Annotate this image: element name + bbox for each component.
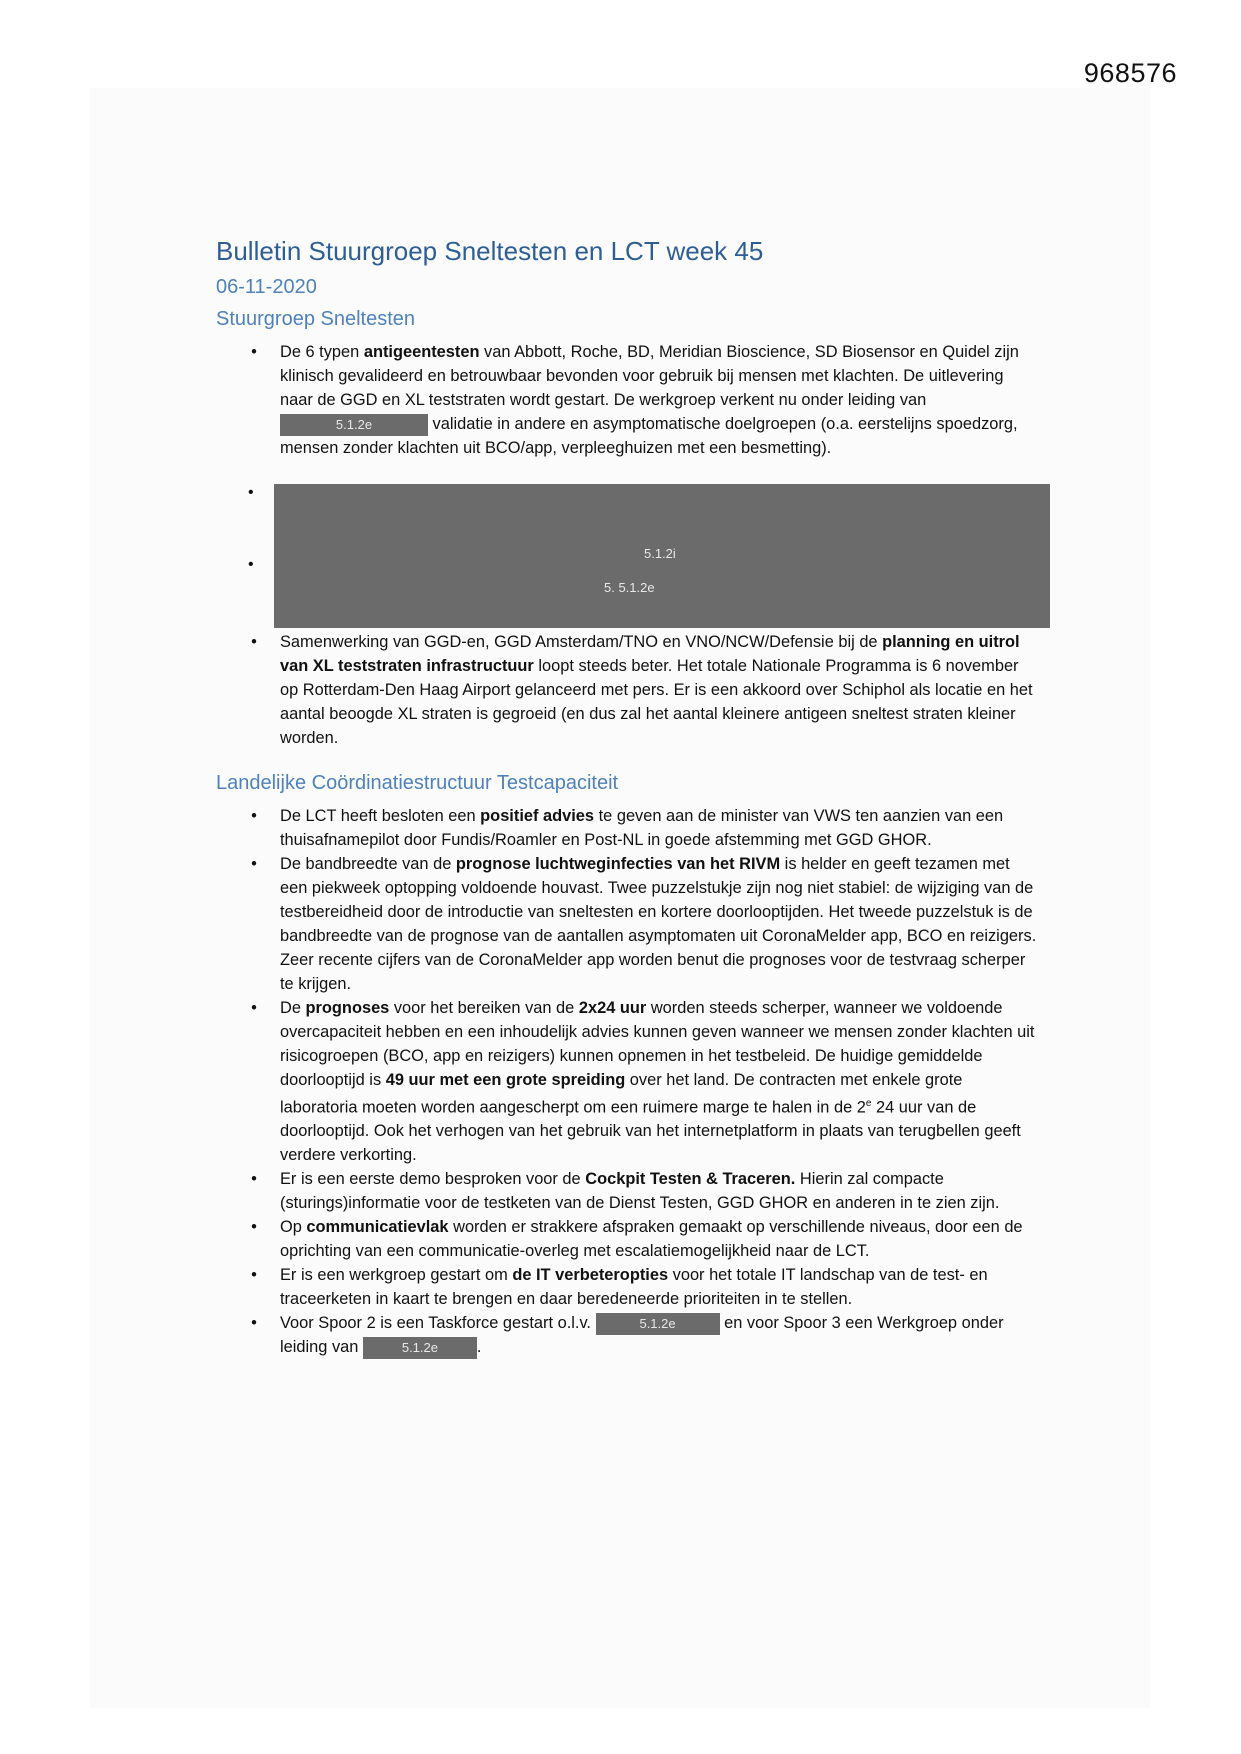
bullet-icon: • [248,484,254,501]
bullet-icon: • [251,855,257,873]
list-item: • De LCT heeft besloten een positief advies te geven aan de minister van VWS ten aanzien van een thuisafnamepilot door Fundis/Roamler en Post-NL in goede afstemming met GGD GHOR. [248,804,1038,852]
list-item: • Op communicatievlak worden er strakkere afspraken gemaakt op verschillende niveaus, door een de oprichting van een communicatie-overleg met escalatiemogelijkheid naar de LCT. [248,1215,1038,1263]
bullet-icon: • [251,999,257,1017]
bullet-icon: • [251,633,257,651]
redaction-box: 5.1.2e [280,414,428,436]
redaction-label: 5.1.2i [644,546,676,561]
redaction-label: 5. 5.1.2e [604,580,655,595]
bullet-list-stuurgroep [248,340,1038,460]
redacted-block [274,484,1050,628]
bullet-icon: • [251,807,257,825]
list-item: • Samenwerking van GGD-en, GGD Amsterdam/TNO en VNO/NCW/Defensie bij de planning en uitrol van XL teststraten infrastructuur loopt steeds beter. Het totale Nationale Programma is 6 november op Rotterdam-Den Haag Airport gelanceerd met pers. Er is een akkoord over Schiphol als locatie en het aantal beoogde XL straten is gegroeid (en dus zal het aantal kleinere antigeen sneltest straten kleiner worden. [248,630,1038,750]
bullet-list-lct [248,804,1038,1359]
list-item: • De 6 typen antigeentesten van Abbott, Roche, BD, Meridian Bioscience, SD Biosensor en Quidel zijn klinisch gevalideerd en betrouwbaar bevonden voor gebruik bij mensen met klachten. De uitlevering naar de GGD en XL teststraten wordt gestart. De werkgroep verkent nu onder leiding van 5.1.2e validatie in andere en asymptomatische doelgroepen (o.a. eerstelijns spoedzorg, mensen zonder klachten uit BCO/app, verpleeghuizen met een besmetting). [248,340,1038,460]
bullet-icon: • [251,1314,257,1333]
section-heading-stuurgroep: Stuurgroep Sneltesten [216,308,416,330]
bullet-icon: • [251,1170,257,1189]
list-item: • De bandbreedte van de prognose luchtweginfecties van het RIVM is helder en geeft tezamen met een piekweek optopping voldoende houvast. Twee puzzelstukje zijn nog niet stabiel: de wijziging van de testbereidheid door de introductie van sneltesten en kortere doorlooptijden. Het tweede puzzelstuk is de bandbreedte van de prognose van de aantallen asymptomaten uit CoronaMelder app, BCO en reizigers. Zeer recente cijfers van de CoronaMelder app worden benut die prognoses voor de testvraag scherper te krijgen. [248,852,1038,996]
list-item: • Voor Spoor 2 is een Taskforce gestart o.l.v. 5.1.2e en voor Spoor 3 een Werkgroep onder leiding van 5.1.2e . [248,1311,1038,1359]
bullet-icon: • [251,1266,257,1285]
list-item: • Er is een werkgroep gestart om de IT verbeteropties voor het totale IT landschap van de test- en traceerketen in kaart te brengen en daar beredeneerde prioriteiten in te stellen. [248,1263,1038,1311]
document-date: 06-11-2020 [216,276,317,298]
list-item: • Er is een eerste demo besproken voor de Cockpit Testen & Traceren. Hierin zal compacte (sturings)informatie voor de testketen van de Dienst Testen, GGD GHOR en anderen in te zien zijn. [248,1167,1038,1215]
bullet-icon: • [251,1218,257,1237]
bullet-icon: • [251,343,257,361]
bullet-icon: • [248,556,254,573]
list-item: • De prognoses voor het bereiken van de 2x24 uur worden steeds scherper, wanneer we voldoende overcapaciteit hebben en een inhoudelijk advies kunnen geven wanneer we mensen zonder klachten uit risicogroepen (BCO, app en reizigers) kunnen opnemen in het testbeleid. De huidige gemiddelde doorlooptijd is 49 uur met een grote spreiding over het land. De contracten met enkele grote laboratoria moeten worden aangescherpt om een ruimere marge te halen in de 2e 24 uur van de doorlooptijd. Ook het verhogen van het gebruik van het internetplatform in plaats van terugbellen geeft verdere verkorting. [248,996,1038,1167]
document-number: 968576 [1083,58,1177,88]
redaction-box: 5.1.2e [363,1337,477,1359]
redaction-box: 5.1.2e [596,1313,720,1335]
page-title: Bulletin Stuurgroep Sneltesten en LCT week 45 [216,236,764,266]
bullet-list-stuurgroep-2 [248,630,1038,750]
section-heading-lct: Landelijke Coördinatiestructuur Testcapaciteit [216,772,619,794]
